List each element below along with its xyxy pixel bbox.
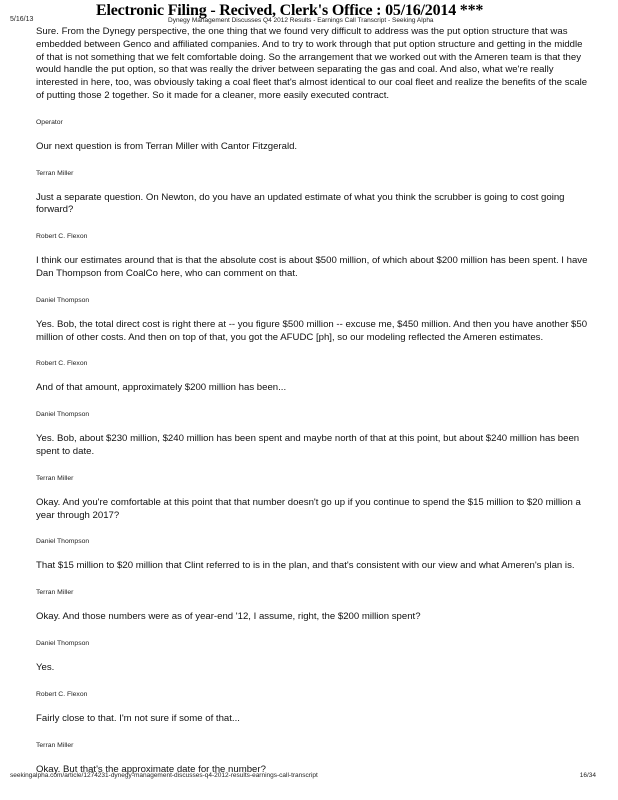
question-paragraph: Okay. And those numbers were as of year-end '12, I assume, right, the $200 million spent? [36, 611, 421, 623]
page-title: Dynegy Management Discusses Q4 2012 Results - Earnings Call Transcript - Seeking Alpha [168, 17, 434, 24]
question-paragraph: Just a separate question. On Newton, do you have an updated estimate of what you think the scrubber is going to cost going forward? [36, 191, 565, 216]
question-paragraph: Okay. And you're comfortable at this point that that number doesn't go up if you continue to spend the $15 million to $20 million a year through 2017? [36, 496, 581, 521]
speaker-name: Terran Miller [36, 474, 74, 482]
answer-paragraph: Fairly close to that. I'm not sure if some of that... [36, 712, 240, 724]
speaker-name: Terran Miller [36, 589, 74, 597]
print-date: 5/16/13 [10, 16, 34, 23]
speaker-name: Robert C. Flexon [36, 233, 88, 241]
speaker-name: Robert C. Flexon [36, 690, 88, 698]
speaker-name: Daniel Thompson [36, 639, 90, 647]
answer-paragraph: Yes. Bob, about $230 million, $240 million has been spent and maybe north of that at this point, but about $240 million has been spent to date. [36, 433, 580, 457]
speaker-name: Daniel Thompson [36, 538, 90, 546]
source-url: seekingalpha.com/article/1274231-dynegy-management-discusses-q4-2012-results-earnings-call-transcript [10, 772, 318, 779]
answer-paragraph: I think our estimates around that is that the absolute cost is about $500 million, of which about $200 million has been spent. I have Dan Thompson from CoalCo here, who can comment on that. [36, 255, 588, 279]
page-number: 16/34 [579, 772, 596, 779]
speaker-name: Operator [36, 118, 63, 126]
speaker-name: Daniel Thompson [36, 296, 90, 304]
speaker-name: Robert C. Flexon [36, 360, 88, 368]
transcript-body [36, 26, 592, 791]
filing-stamp: Electronic Filing - Recived, Clerk's Office : 05/16/2014 *** [96, 2, 484, 19]
answer-paragraph: Yes. Bob, the total direct cost is right there at -- you figure $500 million -- excuse me, $450 million. And then you have another $50 million of other costs. And then on top of that, you got the AFUDC [ph], so our modeling reflected the Ameren estimates. [36, 318, 588, 343]
speaker-name: Terran Miller [36, 169, 74, 177]
answer-paragraph: Yes. [36, 661, 55, 673]
question-paragraph: And of that amount, approximately $200 million has been... [36, 382, 287, 394]
answer-paragraph: That $15 million to $20 million that Clint referred to is in the plan, and that's consistent with our view and what Ameren's plan is. [36, 560, 575, 572]
question-paragraph: Okay. But that's the approximate date for the number? [36, 763, 266, 775]
speaker-name: Daniel Thompson [36, 411, 90, 419]
answer-paragraph: Sure. From the Dynegy perspective, the one thing that we found very difficult to address was the put option structure that was embedded between Genco and affiliated companies. And to try to work through that put option structure and getting in the middle of that is not something that we felt comfortable doing. So the arrangement that we worked out with the Ameren team is that they would handle the put option, so that was really the driver between separating the gas and coal. And also, what we're really interested in here, too, was obviously taking a coal fleet that's almost identical to our coal fleet and realize the benefits of the scale of putting those 2 together. So it made for a cleaner, more easily executed contract. [36, 26, 588, 101]
speaker-name: Terran Miller [36, 741, 74, 749]
operator-paragraph: Our next question is from Terran Miller with Cantor Fitzgerald. [36, 140, 298, 152]
